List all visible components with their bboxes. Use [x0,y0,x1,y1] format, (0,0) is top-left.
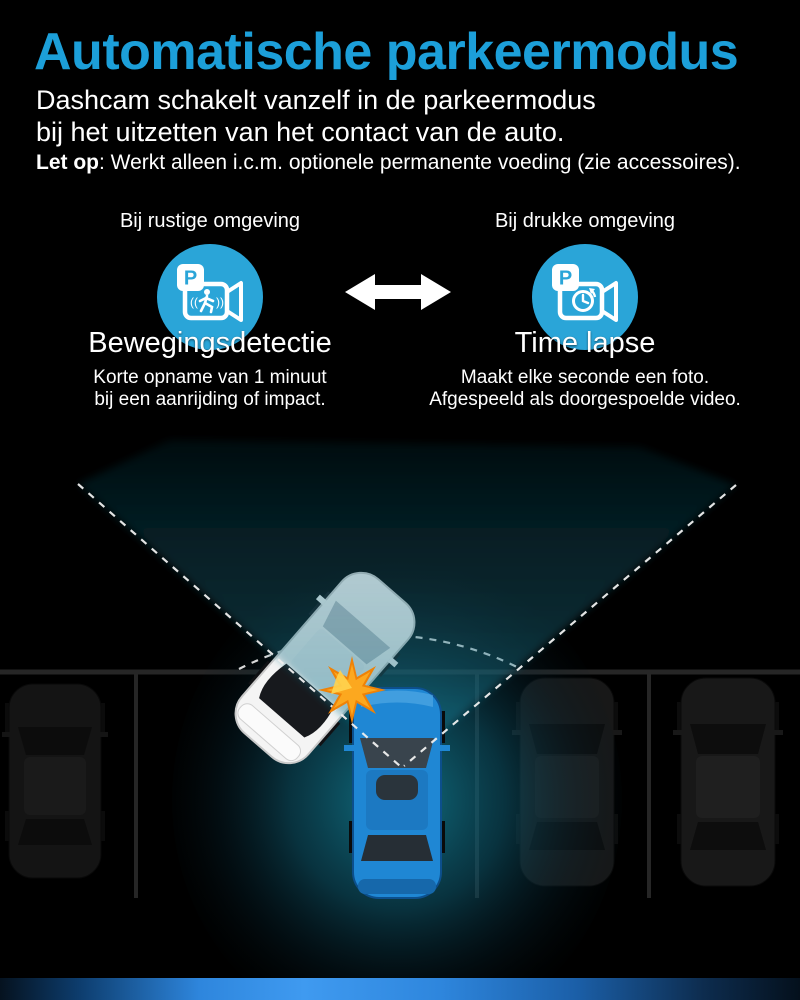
bottom-accent-bar [0,978,800,1000]
parking-scene-illustration [0,430,800,978]
parking-camera-motion-icon [173,260,247,334]
mode-right-header: Bij drukke omgeving [494,210,676,232]
mode-left-desc-line1: Korte opname van 1 minuut [93,367,327,388]
parking-camera-timelapse-icon [548,260,622,334]
motion-waves-right: )) [216,295,224,309]
subtitle-line-1: Dashcam schakelt vanzelf in de parkeermodus [36,85,596,115]
page-subtitle [36,84,596,149]
parked-car-right [673,678,783,886]
subtitle-line-2: bij het uitzetten van het contact van de auto. [36,117,565,148]
mode-right-desc [415,367,755,412]
motion-waves-left: (( [190,295,198,309]
clock-glyph [574,288,596,311]
mode-motion-detection [40,210,380,412]
mode-left-desc [40,367,380,412]
ego-car-blue [344,688,450,898]
parked-car-left [2,684,108,878]
impact-star [318,656,386,724]
mode-left-desc-line2: bij een aanrijding of impact. [94,389,326,411]
note-line [36,151,741,175]
walking-person [200,289,213,312]
mode-time-lapse [415,210,755,412]
note-text: : Werkt alleen i.c.m. optionele permanente voeding (zie accessoires). [99,151,741,174]
parking-badge-letter: P [183,267,198,290]
mode-left-title: Bewegingsdetectie [88,327,332,359]
mode-right-desc-line1: Maakt elke seconde een foto. [460,367,710,388]
mode-right-desc-line2: Afgespeeld als doorgespoelde video. [429,389,741,411]
mode-left-header: Bij rustige omgeving [119,210,301,232]
mode-right-title: Time lapse [514,327,656,359]
page-title: Automatische parkeermodus [34,23,739,81]
note-label: Let op [36,151,99,174]
parking-badge-letter: P [558,267,573,290]
